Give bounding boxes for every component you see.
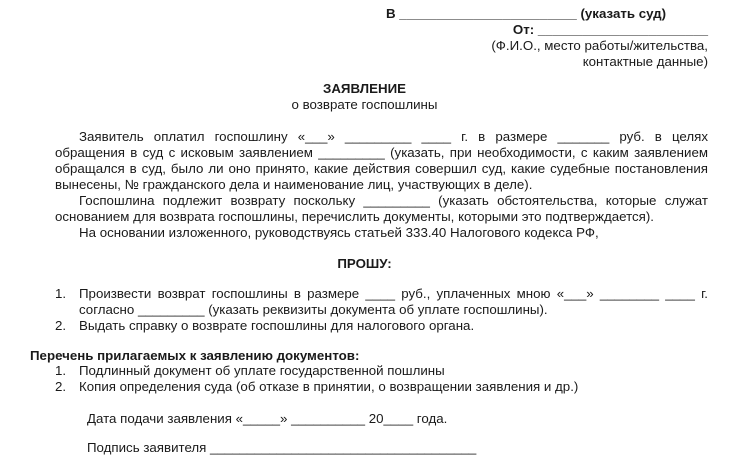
- para2-line1: Госпошлина подлежит возврату поскольку _________ (указать обстоятельства, которые служат: [79, 193, 708, 208]
- para1-line1: Заявитель оплатил госпошлину «___» _________ ____ г. в размере _______ руб. в целях: [79, 129, 708, 144]
- request-item1-number: 1.: [55, 286, 67, 301]
- request-item2-number: 2.: [55, 318, 67, 333]
- court-line: В ________________________ (указать суд): [386, 6, 667, 21]
- para2-line2: основанием для возврата госпошлины, перечислить документы, которыми это подтверждается).: [55, 209, 654, 224]
- para1-line2: обращения в суд с исковым заявлением _________ (указать, при необходимости, с каким заявлением: [55, 145, 708, 160]
- from-note-line-2: контактные данные): [582, 54, 708, 69]
- attachment-item1-number: 1.: [55, 363, 67, 378]
- document-subtitle: о возврате госпошлины: [291, 97, 438, 112]
- attachments-heading: Перечень прилагаемых к заявлению документов:: [30, 348, 360, 363]
- document-title: ЗАЯВЛЕНИЕ: [323, 81, 406, 96]
- request-item1-line1: Произвести возврат госпошлины в размере ____ руб., уплаченных мною «___» ________ ____ г.: [79, 286, 708, 301]
- attachment-item1: Подлинный документ об уплате государственной пошлины: [79, 363, 445, 378]
- request-item1-line2: согласно _________ (указать реквизиты документа об уплате госпошлины).: [79, 302, 548, 317]
- request-heading: ПРОШУ:: [337, 256, 392, 271]
- applicant-signature-line: Подпись заявителя ____________________________________: [87, 440, 477, 455]
- request-item2: Выдать справку о возврате госпошлины для налогового органа.: [79, 318, 475, 333]
- para1-line4: вынесены, № гражданского дела и наименование лиц, участвующих в деле).: [55, 177, 533, 192]
- submission-date-line: Дата подачи заявления «_____» __________ 20____ года.: [87, 411, 448, 426]
- para1-line3: обращался в суд, было ли оно принято, какие действия совершил суд, какие судебные постановления: [55, 161, 708, 176]
- attachment-item2: Копия определения суда (об отказе в принятии, о возвращении заявления и др.): [79, 379, 579, 394]
- para3: На основании изложенного, руководствуясь статьей 333.40 Налогового кодекса РФ,: [79, 225, 599, 240]
- from-note-line-1: (Ф.И.О., место работы/жительства,: [491, 38, 708, 53]
- attachment-item2-number: 2.: [55, 379, 67, 394]
- from-line: От: _______________________: [512, 22, 708, 37]
